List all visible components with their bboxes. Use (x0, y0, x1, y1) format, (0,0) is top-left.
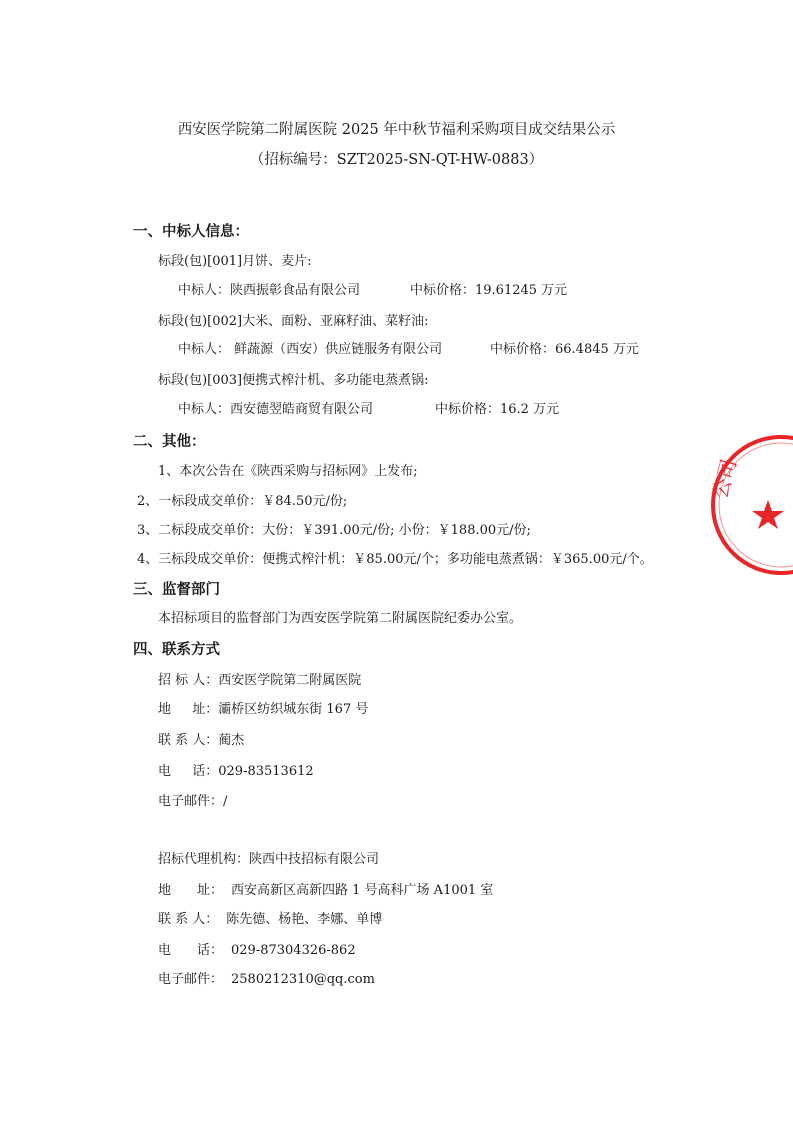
section-heading-others: 二、其他： (133, 434, 206, 450)
section-heading-supervision: 三、监督部门 (133, 582, 220, 598)
tender-number: （招标编号：SZT2025-SN-QT-HW-0883） (249, 152, 544, 168)
purchaser-phone-row (158, 760, 314, 779)
purchaser-address-row (158, 698, 368, 717)
other-item-2: 2、一标段成交单价：￥84.50元/份; (137, 494, 348, 509)
lot-1-price: 中标价格：19.61245 万元 (410, 283, 568, 298)
lot-2-winner: 中标人： 鲜蔬源（西安）供应链服务有限公司 (178, 342, 443, 357)
purchaser-phone-value: 029-83513612 (218, 764, 314, 779)
purchaser-address-label: 地 址： (158, 702, 219, 717)
purchaser-email-label: 电子邮件： (158, 794, 224, 809)
agency-label: 招标代理机构： (158, 852, 250, 867)
other-item-1: 1、本次公告在《陕西采购与招标网》上发布; (158, 464, 418, 479)
purchaser-address-value: 灞桥区纺织城东街 167 号 (218, 702, 369, 717)
purchaser-value: 西安医学院第二附属医院 (218, 673, 362, 688)
agency-contact-value: 陈先德、杨艳、李娜、单博 (226, 912, 383, 927)
lot-2-title: 标段(包)[002]大米、面粉、亚麻籽油、菜籽油: (158, 314, 429, 329)
purchaser-email-value: / (223, 794, 228, 809)
seal-ring (713, 437, 793, 573)
seal-star (752, 500, 784, 529)
purchaser-contact-value: 蔺杰 (218, 733, 245, 748)
purchaser-email-row (158, 790, 227, 809)
agency-address-label: 地 址： (158, 883, 224, 898)
agency-email-label: 电子邮件： (158, 972, 224, 987)
agency-value: 陕西中技招标有限公司 (249, 852, 380, 867)
agency-contact-label: 联 系 人： (158, 912, 219, 927)
lot-3-winner: 中标人：西安德翌皓商贸有限公司 (178, 402, 374, 417)
purchaser-row (158, 669, 361, 688)
section-heading-contact: 四、联系方式 (133, 642, 220, 658)
document-title: 西安医学院第二附属医院 2025 年中秋节福利采购项目成交结果公示 (177, 122, 616, 138)
agency-phone-value: 029-87304326-862 (231, 943, 356, 958)
agency-address-value: 西安高新区高新四路 1 号高科广场 A1001 室 (231, 883, 494, 898)
seal-text: 公司 (707, 456, 742, 502)
lot-2-price: 中标价格：66.4845 万元 (490, 342, 639, 357)
agency-row (158, 848, 379, 867)
agency-phone-row (158, 939, 356, 958)
supervision-text: 本招标项目的监督部门为西安医学院第二附属医院纪委办公室。 (158, 611, 523, 626)
company-seal (706, 430, 793, 580)
section-heading-winners: 一、中标人信息： (133, 224, 249, 240)
lot-1-title: 标段(包)[001]月饼、麦片: (158, 254, 312, 269)
lot-3-title: 标段(包)[003]便携式榨汁机、多功能电蒸煮锅: (158, 373, 429, 388)
purchaser-contact-label: 联 系 人： (158, 733, 219, 748)
agency-email-value: 2580212310@qq.com (231, 972, 375, 987)
other-item-3: 3、二标段成交单价：大份：￥391.00元/份; 小份：￥188.00元/份; (137, 523, 531, 538)
agency-contact-row (158, 908, 382, 927)
purchaser-label: 招 标 人： (158, 673, 219, 688)
lot-1-winner: 中标人：陕西振彰食品有限公司 (178, 283, 361, 298)
lot-3-price: 中标价格：16.2 万元 (435, 402, 560, 417)
agency-address-row (158, 879, 493, 898)
purchaser-contact-row (158, 729, 244, 748)
purchaser-phone-label: 电 话： (158, 764, 219, 779)
agency-phone-label: 电 话： (158, 943, 224, 958)
agency-email-row (158, 968, 375, 987)
other-item-4: 4、三标段成交单价：便携式榨汁机：￥85.00元/个；多功能电蒸煮锅：￥365.00元/个。 (137, 552, 653, 567)
